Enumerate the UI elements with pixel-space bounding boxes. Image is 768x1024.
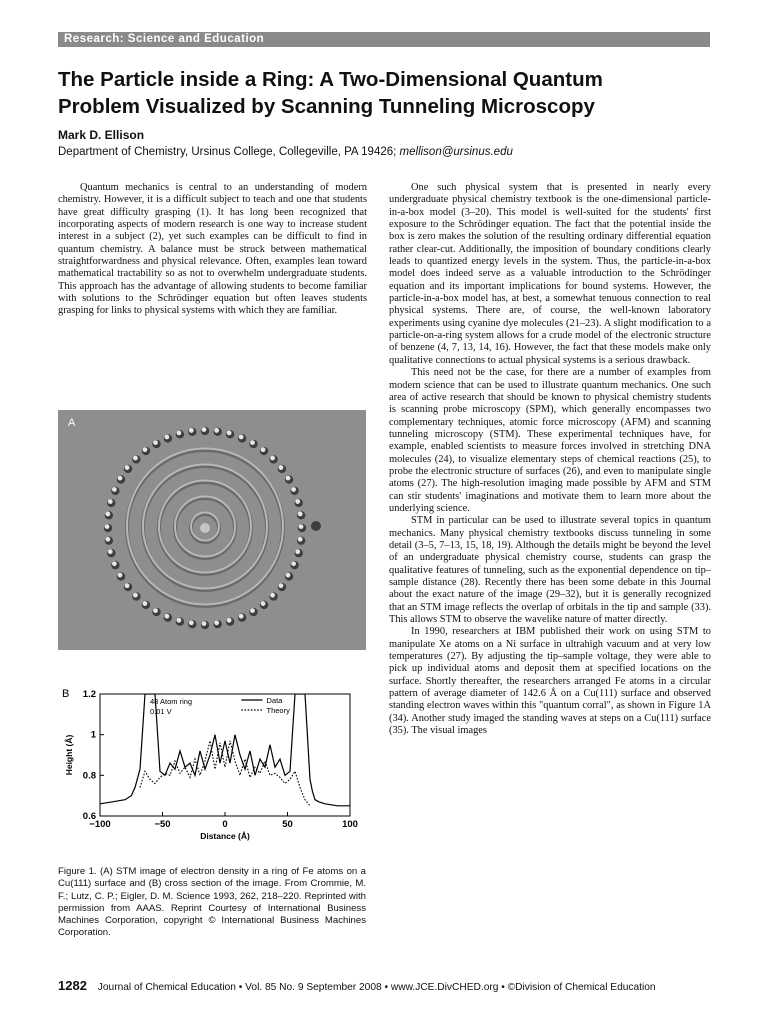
column-left [58,182,367,318]
title-line-1: The Particle inside a Ring: A Two-Dimensional Quantum [58,68,603,91]
fe-atom-highlight [279,583,284,588]
fe-atom-highlight [239,435,244,440]
page-footer [58,978,710,993]
footer-text: Journal of Chemical Education • Vol. 85 No. 9 September 2008 • www.JCE.DivCHED.org • ©Division of Chemical Education [97,982,656,993]
figure-1b-chart [58,686,368,846]
fe-atom-highlight [261,601,266,606]
fe-atom-highlight [298,512,303,517]
fe-atom-highlight [118,476,123,481]
fe-atom-highlight [295,499,300,504]
cross-section-chart [58,686,368,846]
fe-atom-highlight [270,593,275,598]
author-email[interactable]: mellison@ursinus.edu [399,146,513,158]
fe-atom-highlight [164,614,169,619]
fe-atom-highlight [125,583,130,588]
x-tick-label: 0 [222,819,228,830]
fe-atom-highlight [143,447,148,452]
title-line-2: Problem Visualized by Scanning Tunneling Microscopy [58,95,595,118]
fe-atom-highlight [189,428,194,433]
page-number: 1282 [58,978,87,993]
fe-atom-highlight [202,621,207,626]
affiliation [58,146,513,158]
fe-atom-highlight [164,435,169,440]
paragraph-3: This need not be the case, for there are a number of examples from modern science that can be used to illustrate quantum mechanics. One such area of active research that should be known to physical chemistry students is scanning probe microscopy (SPM), which generally encompasses two complementary techniques, atomic force microscopy (AFM) and scanning tunneling microscopy (STM). These experimental techniques have, for example, enabled scientists to measure forces involved in stretching DNA molecules (24), to visualize elementary steps of chemical reactions (25), to probe the electronic structure of surfaces (26), and even to manipulate single atoms (27). The high-resolution imaging made possible by AFM and STM can stir students' imaginations and motivate them to learn more about the underlying science. [389,367,711,514]
figure-caption: Figure 1. (A) STM image of electron density in a ring of Fe atoms on a Cu(111) surface and (B) cross section of the image. From Crommie, M. F.; Lutz, C. P.; Eigler, D. M. Science 1993, 262, 218–220. Reprinted with permission from AAAS. Reprint Courtesy of International Business Machines Corporation, copyright © International Business Machines Corporation. [58,866,366,939]
fe-atom-highlight [291,487,296,492]
column-right [389,182,711,737]
fe-atom-highlight [153,608,158,613]
x-tick-label: 100 [342,819,358,830]
x-axis-label: Distance (Å) [200,831,250,841]
fe-atom-highlight [133,593,138,598]
fe-atom-highlight [133,456,138,461]
fe-atom-highlight [299,524,304,529]
fe-atom-highlight [176,431,181,436]
fe-atom-highlight [227,431,232,436]
fe-atom-highlight [143,601,148,606]
fe-atom-highlight [270,456,275,461]
center-peak [200,523,210,533]
fe-atom-highlight [214,620,219,625]
y-tick-label: 0.8 [82,770,96,782]
y-tick-label: 1 [90,729,96,741]
x-tick-label: 50 [282,819,293,830]
paragraph-4: STM in particular can be used to illustrate several topics in quantum mechanics. Many physical chemistry textbooks discuss tunneling in some detail (3–5, 7–13, 15, 18, 19). Although the details might be beyond the level of an undergraduate physical chemistry course, students can grasp the qualitative features of tunneling, such as the exponential dependence on tip–sample distance (28). Recently there has been some debate in this Journal about the exact nature of the image (29–32), but it is generally recognized that an STM image reflects the overlap of orbitals in the tip and sample (33). This allows STM to observe the wavelike nature of matter directly. [389,515,711,626]
fe-atom-highlight [298,537,303,542]
fe-atom-highlight [105,524,110,529]
fe-atom-highlight [239,614,244,619]
fe-atom-highlight [227,618,232,623]
article-title [58,66,718,120]
adatom [311,521,321,531]
fe-atom-highlight [153,440,158,445]
author-name: Mark D. Ellison [58,128,145,142]
fe-atom-highlight [291,561,296,566]
annotation-ring: 48 Atom ring [150,697,193,706]
quantum-corral-svg [58,410,366,650]
series-data [100,694,350,806]
fe-atom-highlight [214,428,219,433]
paragraph-5: In 1990, researchers at IBM published their work on using STM to manipulate Xe atoms on a Ni surface in ultrahigh vacuum and at very low temperatures (27). By adjusting the tip–sample voltage, they were able to pick up individual atoms and deposit them at specified locations on the surface. Shortly thereafter, the researchers arranged Fe atoms in a circular pattern of average diameter of 142.6 Å on a Cu(111) surface and observed standing electron waves within this "quantum corral", as shown in Figure 1A (34). Another study imaged the standing waves at steps on a Cu(111) surface (35). The visual images [389,626,711,737]
annotation-voltage: 0.01 V [150,707,172,716]
affiliation-text: Department of Chemistry, Ursinus College, Collegeville, PA 19426; [58,146,397,158]
stm-background [58,410,366,650]
fe-atom-highlight [112,561,117,566]
fe-atom-highlight [125,465,130,470]
legend-entry: Data [266,696,283,705]
fe-atom-highlight [250,440,255,445]
fe-atom-highlight [189,620,194,625]
fe-atom-highlight [112,487,117,492]
section-header: Research: Science and Education [58,32,710,47]
fe-atom-highlight [261,447,266,452]
panel-label-b: B [62,688,70,700]
paragraph-2: One such physical system that is presented in nearly every undergraduate physical chemistry textbook is the one-dimensional particle-in-a-box model (3–20). This model is well-suited for the students' first exposure to the Schrödinger equation. The fact that the potential inside the box is zero makes the solution of the resulting ordinary differential equation rather clear-cut. Additionally, the imposition of boundary conditions clearly leads to quantized energy levels in the system. Thus, the particle-in-a-box model does indeed serve as a valuable introduction to the Schrödinger equation and its important implications for bound systems. However, the particle-in-a-box model has, at best, a somewhat tenuous connection to real physical systems. There are, of course, the well-known laboratory experiments using cyanine dye molecules (21–23). A slight modification to a particle-on-a-ring system allows for a crude model of the electronic structure of benzene (4, 7, 13, 14, 16). However, the fact that these models make only qualitative connections to actual physical systems is a serious drawback. [389,182,711,366]
fe-atom-highlight [286,476,291,481]
fe-atom-highlight [105,512,110,517]
fe-atom-highlight [250,608,255,613]
fe-atom-highlight [295,549,300,554]
plot-frame [100,694,350,816]
panel-label-a: A [68,417,76,429]
figure-1a-stm-image [58,410,366,650]
fe-atom-highlight [105,537,110,542]
y-tick-label: 1.2 [82,689,96,700]
y-axis-label: Height (Å) [64,734,74,776]
legend-entry: Theory [266,706,290,715]
fe-atom-highlight [118,573,123,578]
fe-atom-highlight [202,427,207,432]
fe-atom-highlight [176,618,181,623]
fe-atom-highlight [286,573,291,578]
x-tick-label: −100 [89,819,111,830]
fe-atom-highlight [108,499,113,504]
fe-atom-highlight [279,465,284,470]
y-tick-label: 0.6 [82,811,96,822]
fe-atom-highlight [108,549,113,554]
x-tick-label: −50 [154,819,171,830]
paragraph-intro: Quantum mechanics is central to an understanding of modern chemistry. However, it is a difficult subject to teach and one that students have great difficulty grasping (1). It has long been recognized that incorporating aspects of modern research is one way to increase student interest in a subject (2), yet such examples can be difficult to find in quantum chemistry. A balance must be struck between mathematical straightforwardness and physical relevance. Often, examples lean toward mathematical tractability so as not to overwhelm undergraduate students. This approach has the advantage of allowing students to become familiar with solutions to the Schrödinger equation but often leaves students grasping for links to physical systems with which they are familiar. [58,182,367,317]
